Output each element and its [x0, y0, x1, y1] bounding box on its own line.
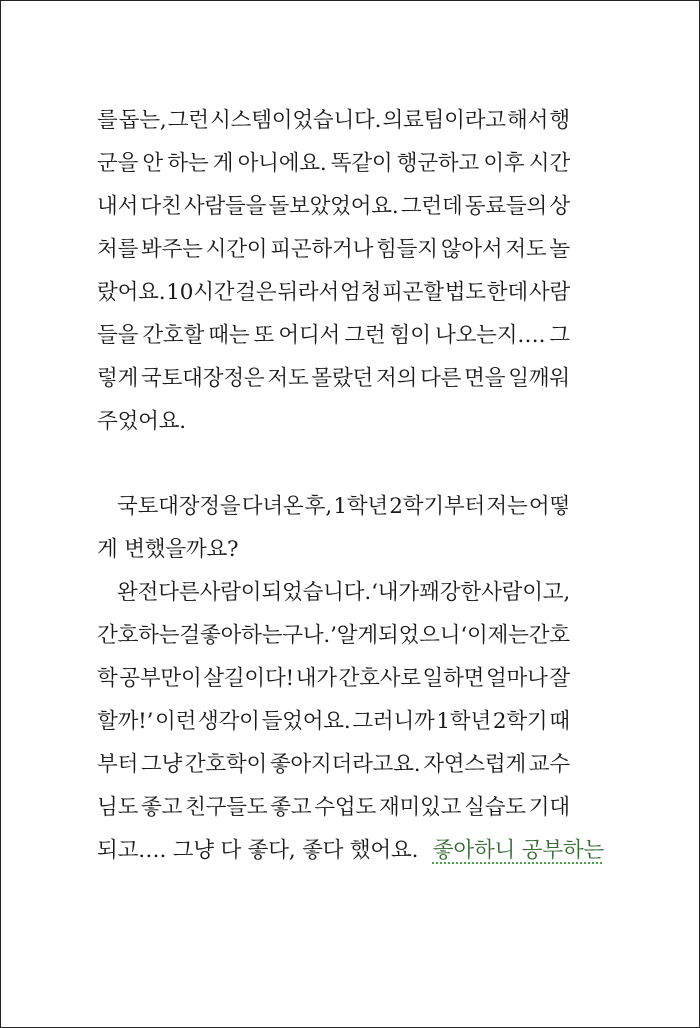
word: 를 — [97, 108, 118, 133]
word: 간호학이 — [184, 752, 268, 777]
word: 법도 — [444, 280, 486, 305]
word: 피곤할 — [382, 280, 444, 305]
word: 재미있고 — [378, 795, 462, 820]
word: 면을 — [464, 366, 506, 391]
word: 강한 — [439, 580, 481, 605]
word: 저도 — [267, 366, 309, 391]
text-line — [97, 754, 570, 776]
word: 그런 — [344, 323, 386, 348]
word: 돌보았었어요. — [268, 194, 399, 219]
word: 때 — [549, 709, 570, 734]
word: 시간 — [528, 151, 570, 176]
word: 다친 — [140, 194, 182, 219]
word: 되었으니 — [378, 623, 461, 648]
text-line: 주었어요. — [97, 409, 186, 434]
word: 상 — [549, 194, 570, 219]
word: 이후 — [483, 151, 525, 176]
word: 국토대장정은 — [141, 366, 265, 391]
word: 교수 — [528, 752, 570, 777]
word: 2학기 — [492, 709, 548, 734]
text-line — [97, 625, 570, 647]
word: 학 — [97, 666, 118, 691]
word: 사람 — [528, 280, 570, 305]
word: 부터 — [97, 752, 139, 777]
word: 되었습니다. — [261, 580, 371, 605]
word: 일깨워 — [508, 366, 570, 391]
word: 좋고 — [270, 795, 312, 820]
text-line — [97, 668, 570, 690]
word: 의료팀이라고 — [382, 108, 506, 133]
word: 사람이고, — [481, 580, 570, 605]
word: 생각이 — [198, 709, 260, 734]
word: 처를 — [97, 237, 139, 262]
text-line — [97, 368, 570, 390]
text-line — [117, 582, 570, 604]
word: 님도 — [97, 795, 139, 820]
word: 똑같이 — [330, 151, 393, 176]
word: 공부만이 — [119, 666, 202, 691]
word: 엄청 — [340, 280, 382, 305]
word: 살길이다! — [203, 666, 294, 691]
word: 힘들지 — [376, 237, 438, 262]
word: ‘이제는 — [460, 623, 529, 648]
word: 1학년 — [436, 709, 492, 734]
word: 들었어요. — [261, 709, 351, 734]
text-line — [117, 496, 570, 518]
text-line — [97, 840, 604, 862]
word: 다른 — [420, 366, 462, 391]
word: 시간이 — [205, 237, 268, 262]
word: 2학기부터 — [389, 494, 486, 519]
word: 게 — [212, 151, 234, 176]
highlighted-phrase: 좋아하니 공부하는 — [432, 838, 605, 863]
word: 몰랐던 — [311, 366, 374, 391]
word: 내서 — [97, 194, 139, 219]
text-line — [97, 797, 570, 819]
word: 렇게 — [97, 366, 139, 391]
word: 다녀온 — [241, 494, 304, 519]
word: 수업도 — [314, 795, 377, 820]
word: 동료들의 — [464, 194, 548, 219]
word: 그러니까 — [352, 709, 435, 734]
word: 힘이 — [389, 323, 431, 348]
word: 걸 — [179, 623, 200, 648]
text-line-start: 되고…. 그냥 다 좋다, 좋다 했어요. — [97, 838, 419, 863]
text-line — [97, 282, 570, 304]
word: 시스템이었습니다. — [210, 108, 382, 133]
text-line — [97, 110, 570, 132]
word: 후, — [304, 494, 333, 519]
word: 그런데 — [400, 194, 463, 219]
word: 간호하는 — [97, 623, 180, 648]
word: 뒤라서 — [277, 280, 340, 305]
word: 봐주는 — [141, 237, 203, 262]
word: 국토대장정을 — [117, 494, 241, 519]
word: 사람들을 — [183, 194, 267, 219]
word: 좋아지더라고요. — [269, 752, 421, 777]
word: 그냥 — [140, 752, 183, 777]
text-line — [97, 325, 570, 347]
word: 친구들도 — [185, 795, 268, 820]
word: 랐어요. — [97, 280, 166, 305]
word: 돕는, — [118, 108, 167, 133]
word: 잘 — [549, 666, 570, 691]
word: 간호 — [528, 623, 570, 648]
word: 사람이 — [199, 580, 262, 605]
word: 완전 — [117, 580, 159, 605]
word: 들을 — [97, 323, 139, 348]
text-line — [97, 239, 570, 261]
word: 꽤 — [419, 580, 440, 605]
word: 이런 — [155, 709, 197, 734]
word: 저도 — [505, 237, 547, 262]
word: 걸은 — [235, 280, 277, 305]
word: 그런 — [167, 108, 209, 133]
word: 아니에요. — [237, 151, 327, 176]
word: 어디서 — [278, 323, 341, 348]
word: ‘내가 — [371, 580, 419, 605]
word: 않아서 — [440, 237, 503, 262]
text-line — [97, 196, 570, 218]
text-line — [97, 153, 570, 175]
word: 또 — [253, 323, 275, 348]
word: 간호사로 — [338, 666, 421, 691]
word: 다른 — [158, 580, 200, 605]
text-line: 게 변했을까요? — [97, 537, 239, 562]
word: 그 — [549, 323, 570, 348]
word: 자연스럽게 — [423, 752, 527, 777]
word: 행 — [549, 108, 570, 133]
word: 저의 — [376, 366, 418, 391]
word: 놀 — [549, 237, 570, 262]
word: 때는 — [208, 323, 250, 348]
word: 군을 — [97, 151, 139, 176]
word: 얼마나 — [485, 666, 548, 691]
word: 10시간 — [166, 280, 235, 305]
word: 좋고 — [141, 795, 183, 820]
word: 실습도 — [464, 795, 526, 820]
word: 할까!’ — [97, 709, 154, 734]
word: 저는 — [486, 494, 528, 519]
word: 하는 — [167, 151, 209, 176]
word: 해서 — [507, 108, 549, 133]
word: 1학년 — [333, 494, 388, 519]
text-line — [97, 711, 570, 733]
word: 안 — [142, 151, 163, 176]
word: 피곤하거나 — [270, 237, 374, 262]
word: 간호할 — [142, 323, 205, 348]
word: 한데 — [486, 280, 528, 305]
word: 나오는지…. — [435, 323, 546, 348]
word: 내가 — [295, 666, 337, 691]
word: 알게 — [336, 623, 378, 648]
word: 행군하고 — [396, 151, 480, 176]
word: 일하면 — [422, 666, 485, 691]
word: 좋아하는구나.’ — [200, 623, 337, 648]
word: 기대 — [528, 795, 570, 820]
word: 어떻 — [528, 494, 570, 519]
